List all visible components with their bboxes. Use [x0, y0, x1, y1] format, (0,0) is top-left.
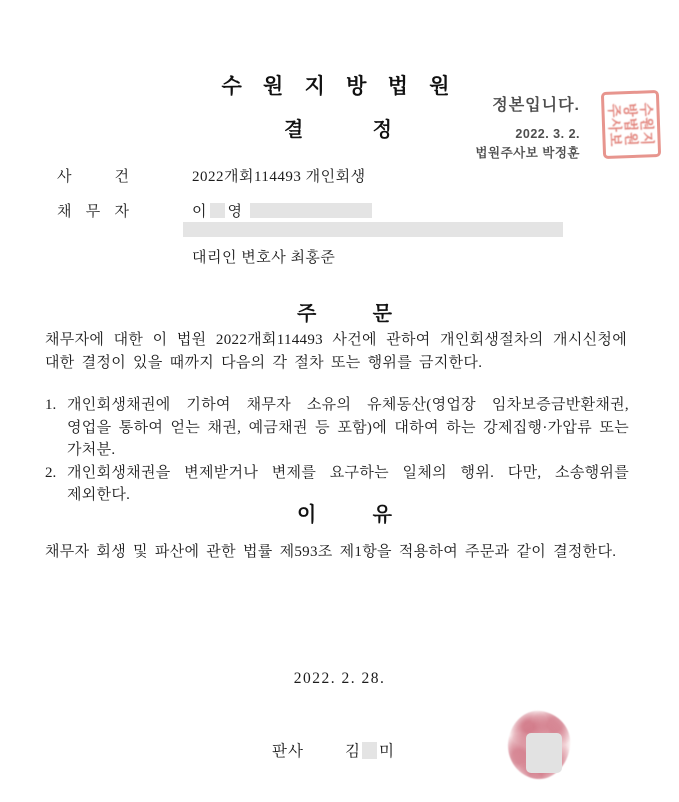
debtor-row: [57, 200, 372, 221]
debtor-label: 채 무 자: [57, 204, 129, 220]
judge-label: 판사: [272, 743, 304, 760]
certification-date: 2022. 3. 2.: [515, 127, 580, 141]
redaction-box-seal-center: [526, 733, 562, 773]
court-seal-text-row: 주사보: [606, 103, 624, 148]
representative-label-spacer: [57, 246, 129, 267]
judge-round-seal-stamp: [508, 711, 570, 779]
document-type-title: 결 정: [284, 119, 392, 141]
judge-signature-row: [272, 739, 394, 761]
representative-row: [57, 246, 335, 267]
reason-section-heading: 이 유: [297, 504, 392, 526]
case-number-value: 2022개회114493 개인회생: [192, 169, 366, 185]
court-seal-text-row: 수원지: [638, 101, 656, 146]
judge-name: [345, 739, 394, 761]
court-seal-text-row: 방법원: [622, 102, 640, 147]
redaction-box-address-line: [183, 222, 563, 237]
certification-block: [475, 92, 580, 161]
order-item-list: [45, 394, 629, 507]
redaction-box-personal-info: [250, 203, 372, 218]
representative-value: 대리인 변호사 최홍준: [192, 250, 336, 266]
order-item-number: 2.: [45, 464, 57, 481]
debtor-name-last-char: 영: [227, 204, 242, 220]
order-item-text: 개인회생채권에 기하여 채무자 소유의 유체동산(영업장 임차보증금반환채권, 영업을 통하여 얻는 채권, 예금채권 등 포함)에 대하여 하는 강제집행·가압류 또는 가처분.: [67, 397, 629, 458]
order-intro-paragraph: 채무자에 대한 이 법원 2022개회114493 사건에 관하여 개인회생절차의 개시신청에 대한 결정이 있을 때까지 다음의 각 절차 또는 행위를 금지한다.: [45, 332, 627, 371]
court-name-title: 수 원 지 방 법 원: [221, 74, 458, 98]
decision-date: 2022. 2. 28.: [293, 670, 386, 687]
redaction-box-judge-name-middle: [362, 742, 377, 759]
order-item-text: 개인회생채권을 변제받거나 변제를 요구하는 일체의 행위. 다만, 소송행위를 제외한다.: [67, 464, 629, 503]
court-square-seal-stamp: [601, 90, 661, 159]
order-item-number: 1.: [45, 397, 57, 413]
judge-name-first-char: 김: [344, 743, 360, 760]
debtor-name-first-char: 이: [192, 204, 207, 220]
order-item-1: [45, 394, 629, 462]
reason-paragraph: 채무자 회생 및 파산에 관한 법률 제593조 제1항을 적용하여 주문과 같이 결정한다.: [45, 544, 617, 560]
certification-statement: 정본입니다.: [492, 97, 580, 114]
redaction-box-name-middle: [210, 203, 225, 218]
debtor-name: [192, 200, 372, 221]
case-label: 사 건: [57, 169, 129, 185]
order-section-heading: 주 문: [297, 303, 392, 325]
certification-officer: 법원주사보 박정훈: [475, 146, 580, 160]
judge-name-last-char: 미: [378, 743, 394, 760]
case-number-row: [57, 165, 366, 186]
court-seal-text: [606, 102, 655, 147]
